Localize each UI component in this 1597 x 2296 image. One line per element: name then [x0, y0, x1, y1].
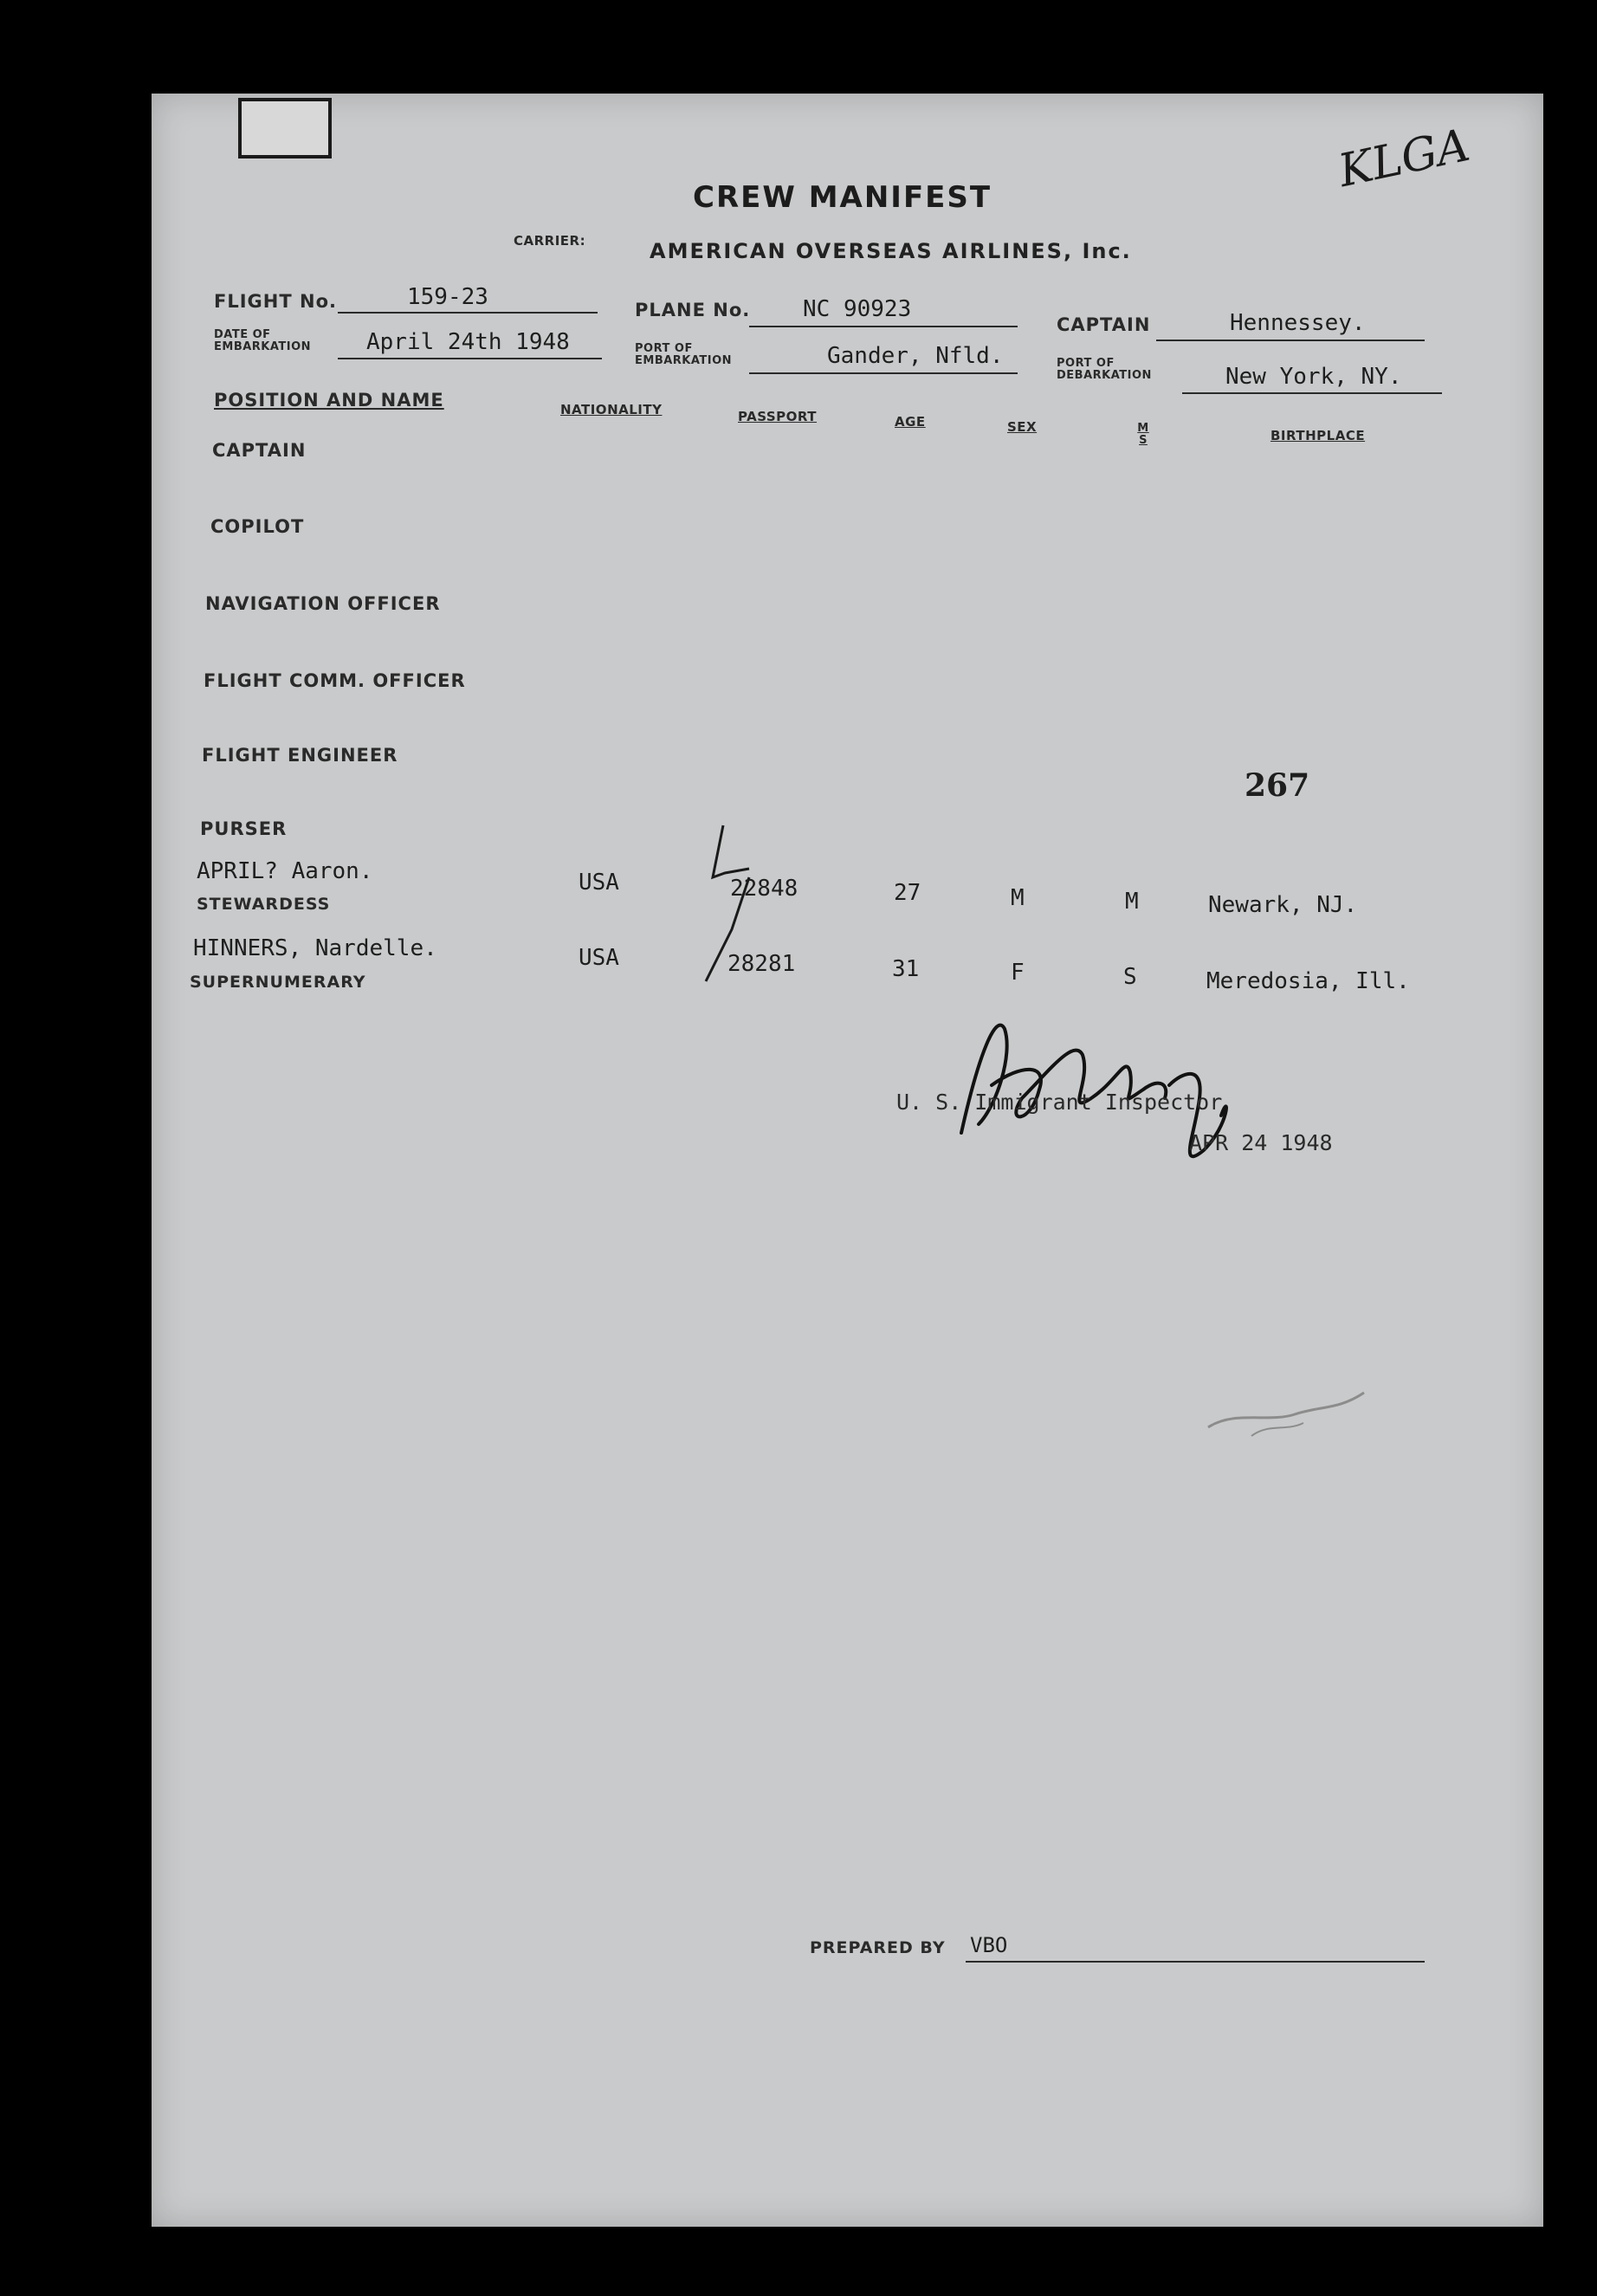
- flight-number-value: 159-23: [407, 284, 488, 310]
- plane-number-value: NC 90923: [803, 296, 912, 322]
- flight-number-label: FLIGHT No.: [214, 291, 337, 312]
- plane-number-label: PLANE No.: [635, 300, 751, 320]
- page-title: CREW MANIFEST: [693, 180, 992, 215]
- crew-1-marital-status: M: [1125, 889, 1139, 915]
- port-debarkation-line: [1182, 392, 1442, 394]
- port-embarkation-label: PORT OF EMBARKATION: [635, 342, 733, 367]
- column-passport: PASSPORT: [738, 409, 818, 424]
- inspector-title: U. S. Immigrant Inspector: [896, 1090, 1223, 1115]
- column-nationality: NATIONALITY: [560, 402, 663, 417]
- crew-2-sex: F: [1011, 960, 1025, 986]
- crew-1-passport: 22848: [730, 876, 798, 902]
- flight-number-line: [338, 312, 598, 314]
- carrier-label: CARRIER:: [514, 233, 586, 249]
- captain-line: [1156, 340, 1425, 341]
- embarkation-date-value: April 24th 1948: [366, 329, 570, 355]
- page-number: 267: [1245, 767, 1310, 804]
- crew-2-birthplace: Meredosia, Ill.: [1206, 968, 1410, 994]
- corner-annotation: KLGA: [1334, 119, 1475, 198]
- corner-stamp-box: [238, 98, 332, 158]
- column-sex: SEX: [1007, 419, 1038, 435]
- column-marital-status: M S: [1137, 422, 1149, 447]
- faint-smudge: [1199, 1375, 1373, 1453]
- position-purser: PURSER: [200, 818, 288, 839]
- prepared-by-line: [966, 1961, 1425, 1963]
- crew-1-name: APRIL? Aaron.: [197, 858, 373, 884]
- crew-1-birthplace: Newark, NJ.: [1208, 892, 1358, 918]
- carrier-name: AMERICAN OVERSEAS AIRLINES, Inc.: [650, 239, 1132, 263]
- crew-1-age: 27: [894, 880, 921, 906]
- manifest-page: [152, 94, 1543, 2227]
- prepared-by-value: VBO: [970, 1933, 1008, 1957]
- captain-label: CAPTAIN: [1057, 314, 1151, 335]
- embarkation-date-line: [338, 358, 602, 359]
- embarkation-date-label: DATE OF EMBARKATION: [214, 328, 312, 353]
- port-debarkation-label: PORT OF DEBARKATION: [1057, 357, 1152, 382]
- crew-2-marital-status: S: [1123, 964, 1137, 990]
- column-position-name: POSITION AND NAME: [214, 390, 444, 411]
- crew-2-name: HINNERS, Nardelle.: [193, 935, 437, 961]
- crew-1-sex: M: [1011, 885, 1025, 911]
- crew-2-age: 31: [892, 956, 920, 982]
- check-mark-strokes: [671, 817, 766, 1059]
- position-flight-comm-officer: FLIGHT COMM. OFFICER: [204, 670, 466, 691]
- inspection-date-stamp: APR 24 1948: [1189, 1130, 1333, 1155]
- position-stewardess: STEWARDESS: [197, 895, 331, 914]
- prepared-by-label: PREPARED BY: [810, 1938, 946, 1957]
- position-flight-engineer: FLIGHT ENGINEER: [202, 745, 398, 766]
- column-birthplace: BIRTHPLACE: [1270, 428, 1366, 443]
- position-copilot: COPILOT: [210, 516, 305, 537]
- port-embarkation-line: [749, 372, 1018, 374]
- column-age: AGE: [895, 414, 926, 430]
- crew-2-passport: 28281: [727, 951, 796, 977]
- crew-2-nationality: USA: [579, 945, 619, 971]
- port-debarkation-value: New York, NY.: [1225, 364, 1402, 390]
- position-supernumerary: SUPERNUMERARY: [190, 973, 366, 992]
- position-navigation-officer: NAVIGATION OFFICER: [205, 593, 441, 614]
- port-embarkation-value: Gander, Nfld.: [827, 343, 1004, 369]
- plane-number-line: [749, 326, 1018, 327]
- captain-value: Hennessey.: [1230, 310, 1366, 336]
- position-captain: CAPTAIN: [212, 440, 307, 461]
- crew-1-nationality: USA: [579, 870, 619, 896]
